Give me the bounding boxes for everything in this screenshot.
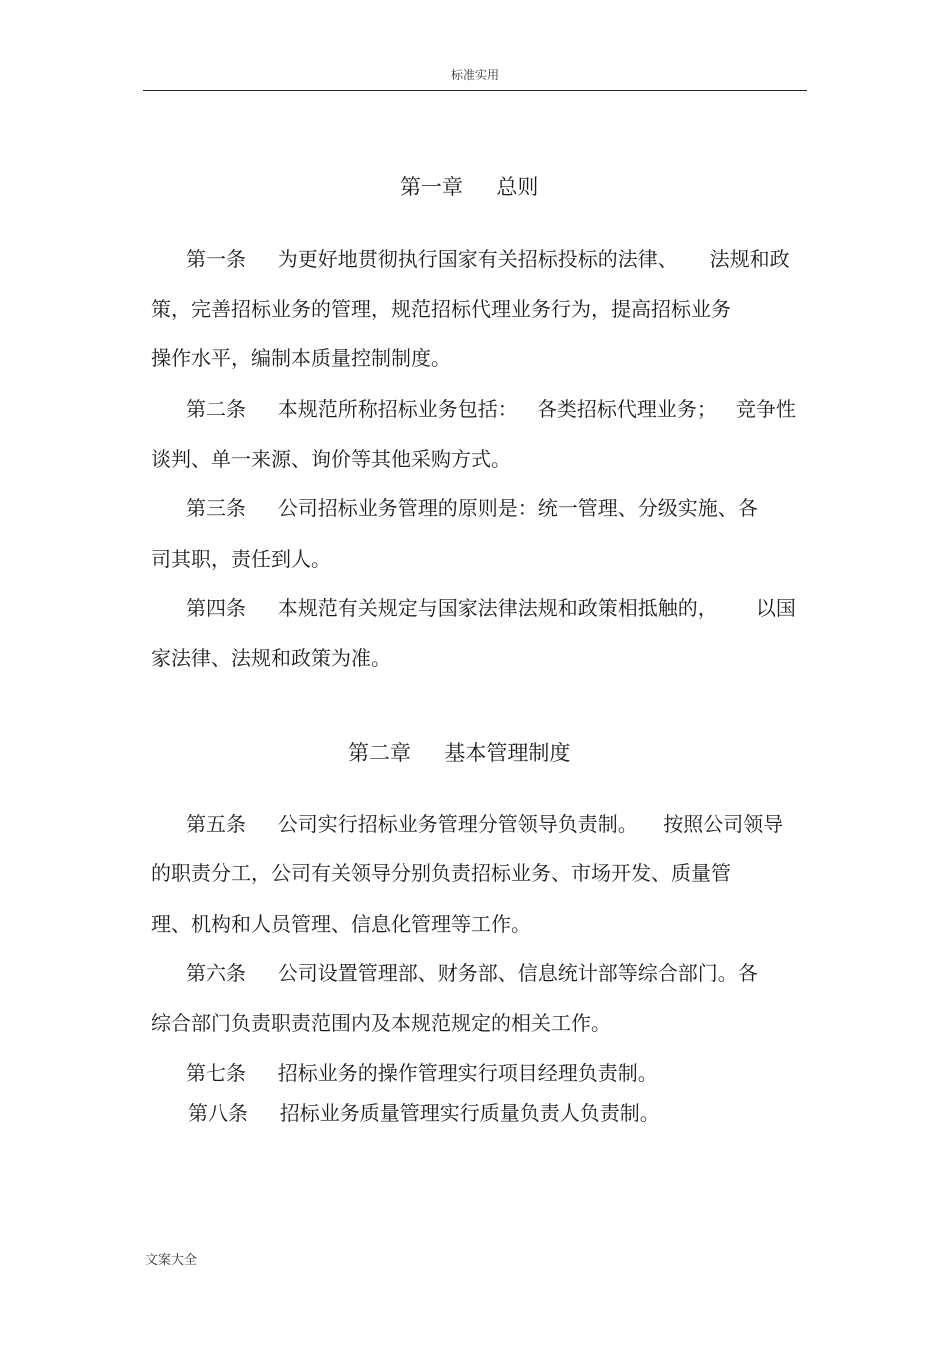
article-3-line-1: 第三条 公司招标业务管理的原则是：统一管理、分级实施、各 [186,496,758,520]
article-4-line-1: 第四条 本规范有关规定与国家法律法规和政策相抵触的， 以国 [186,596,796,620]
article-3-line-2: 司其职，责任到人。 [151,547,331,571]
page-header: 标准实用 [450,68,499,82]
article-5-line-3: 理、机构和人员管理、信息化管理等工作。 [151,912,531,936]
article-5-line-2: 的职责分工，公司有关领导分别负责招标业务、市场开发、质量管 [151,861,731,885]
article-2-line-1: 第二条 本规范所称招标业务包括： 各类招标代理业务； 竞争性 [186,397,796,421]
article-1-line-3: 操作水平，编制本质量控制制度。 [151,346,451,370]
article-1-line-1: 第一条 为更好地贯彻执行国家有关招标投标的法律、 法规和政 [186,247,790,271]
article-6-line-1: 第六条 公司设置管理部、财务部、信息统计部等综合部门。各 [186,961,758,985]
page-footer: 文案大全 [145,1253,198,1268]
article-7-line-1: 第七条 招标业务的操作管理实行项目经理负责制。 [186,1061,658,1085]
header-divider [143,90,807,91]
article-4-line-2: 家法律、法规和政策为准。 [151,646,391,670]
article-2-line-2: 谈判、单一来源、询价等其他采购方式。 [151,447,511,471]
article-8-line-1: 第八条 招标业务质量管理实行质量负责人负责制。 [188,1101,660,1125]
chapter-1-title: 第一章 总则 [400,175,539,199]
chapter-2-title: 第二章 基本管理制度 [348,741,571,765]
article-1-line-2: 策，完善招标业务的管理，规范招标代理业务行为，提高招标业务 [151,297,731,321]
article-6-line-2: 综合部门负责职责范围内及本规范规定的相关工作。 [151,1011,611,1035]
article-5-line-1: 第五条 公司实行招标业务管理分管领导负责制。 按照公司领导 [186,812,784,836]
